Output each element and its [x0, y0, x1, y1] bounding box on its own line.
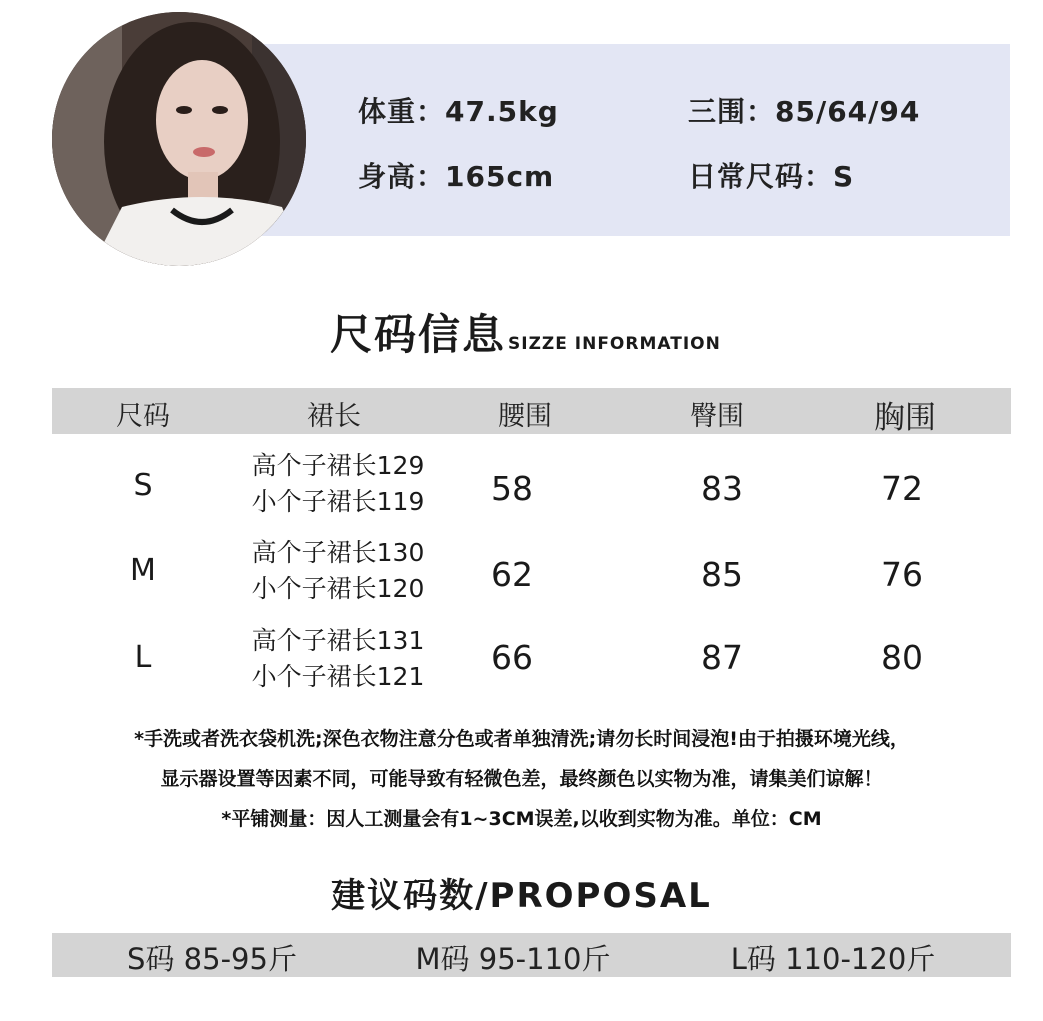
row-l-waist: 66 — [491, 638, 533, 677]
model-weight: 体重：47.5kg — [358, 95, 559, 128]
row-l-length-short: 小个子裙长121 — [251, 662, 425, 691]
model-avatar — [52, 12, 306, 266]
row-l-length — [252, 623, 425, 695]
size-info-title-en: SIZZE INFORMATION — [508, 334, 721, 354]
row-m-length-short: 小个子裙长120 — [251, 574, 425, 603]
row-m-hip: 85 — [701, 555, 743, 594]
row-m-length — [252, 535, 425, 607]
row-m-waist: 62 — [491, 555, 533, 594]
row-s-waist: 58 — [491, 469, 533, 508]
row-m-size: M — [130, 553, 156, 588]
model-daily-size: 日常尺码：S — [688, 160, 855, 193]
row-m-length-tall: 高个子裙长130 — [251, 538, 425, 567]
row-s-chest: 72 — [881, 469, 923, 508]
proposal-s: S码 85-95斤 — [127, 942, 297, 976]
row-s-size: S — [133, 468, 153, 503]
model-info-card — [262, 44, 1010, 236]
proposal-l: L码 110-120斤 — [730, 942, 936, 976]
header-waist: 腰围 — [498, 401, 552, 432]
model-height: 身高：165cm — [358, 160, 555, 193]
header-chest: 胸围 — [874, 400, 936, 436]
size-info-title-cn: 尺码信息 — [330, 310, 507, 359]
size-info-title — [330, 302, 721, 362]
header-length: 裙长 — [307, 401, 361, 432]
header-hip: 臀围 — [690, 401, 744, 432]
model-photo-image — [52, 12, 306, 266]
care-note-line-2: 显示器设置等因素不同，可能导致有轻微色差，最终颜色以实物为准，请集美们谅解！ — [160, 768, 883, 790]
row-s-hip: 83 — [701, 469, 743, 508]
model-measurements: 三围：85/64/94 — [688, 95, 921, 128]
proposal-title: 建议码数/PROPOSAL — [331, 876, 712, 916]
row-s-length — [252, 448, 425, 520]
care-note-line-1: *手洗或者洗衣袋机洗;深色衣物注意分色或者单独清洗;请勿长时间浸泡!由于拍摄环境光线， — [134, 728, 909, 750]
measure-note: *平铺测量：因人工测量会有1~3CM误差,以收到实物为准。单位：CM — [221, 808, 822, 830]
row-l-chest: 80 — [881, 638, 923, 677]
row-s-length-short: 小个子裙长119 — [251, 487, 425, 516]
header-size: 尺码 — [116, 401, 170, 432]
proposal-m: M码 95-110斤 — [415, 942, 611, 976]
row-l-hip: 87 — [701, 638, 743, 677]
row-l-length-tall: 高个子裙长131 — [251, 626, 425, 655]
row-s-length-tall: 高个子裙长129 — [251, 451, 425, 480]
row-m-chest: 76 — [881, 555, 923, 594]
row-l-size: L — [134, 640, 152, 675]
